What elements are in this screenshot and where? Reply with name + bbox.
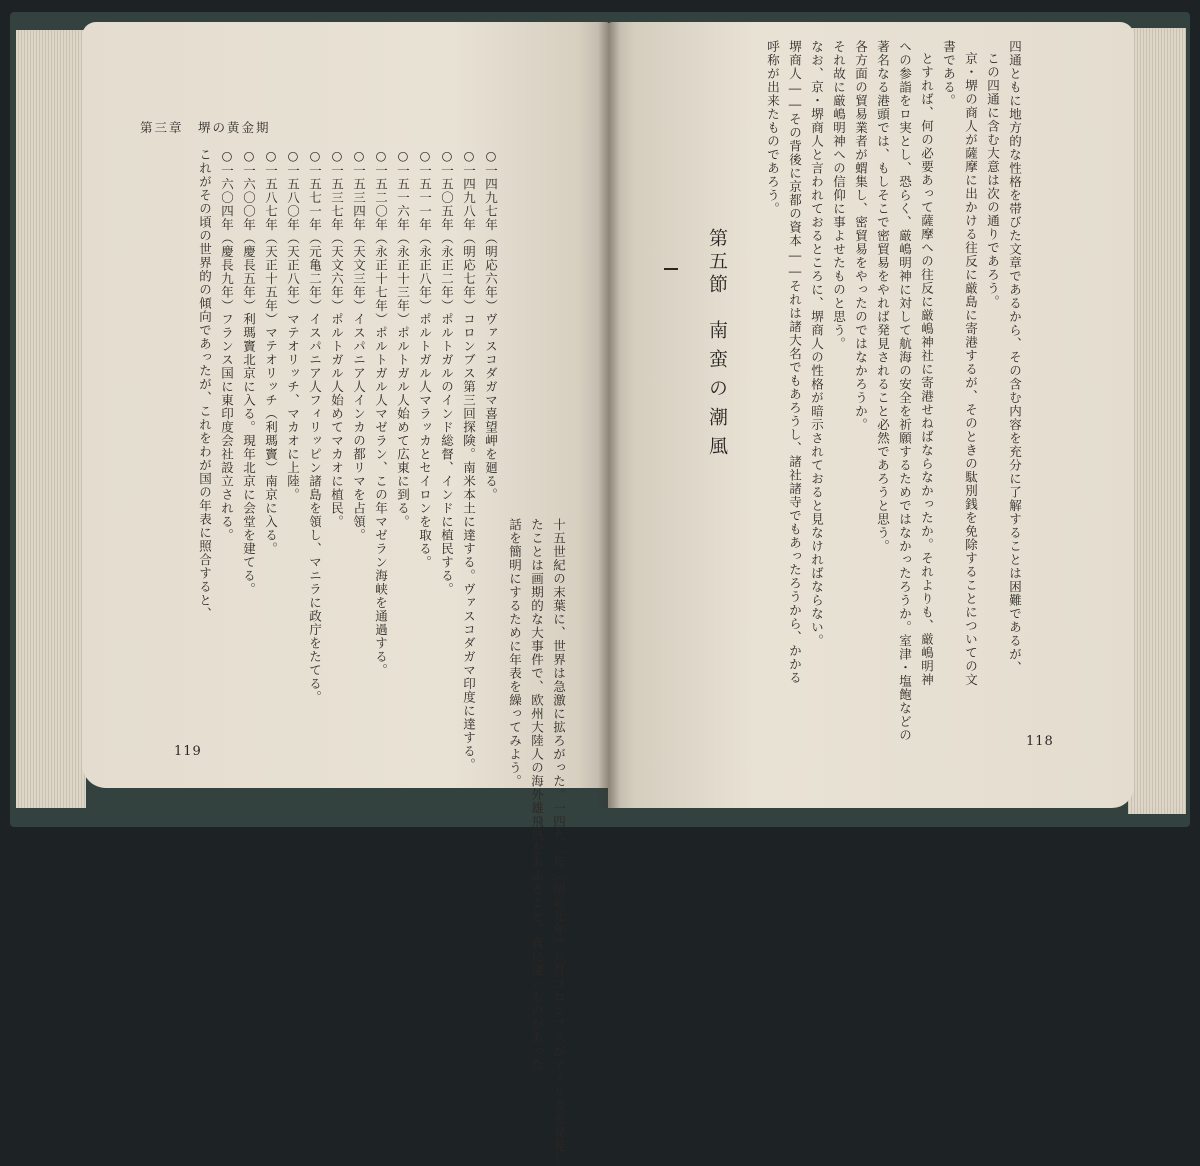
text-column: 各方面の貿易業者が蝟集し、密貿易をやったのではなかろうか。 xyxy=(853,40,869,432)
text-column: なお、京・堺商人と言われておるところに、堺商人の性格が暗示されておると見なければならない。 xyxy=(809,40,825,648)
timeline-entry: ○一五一一年（永正八年）ポルトガル人マラッカとセイロンを取る。 xyxy=(417,148,433,569)
text-column: 著名なる港頭では、もしそこで密貿易をやれば発見されること必然であろうと思う。 xyxy=(875,40,891,553)
text-column: この四通に含む大意は次の通りであろう。 xyxy=(985,52,1001,309)
page-edges-right xyxy=(1128,28,1186,814)
page-number: 119 xyxy=(174,744,202,759)
running-head: 第三章 堺の黄金期 xyxy=(140,120,271,135)
timeline-entry: ○一六〇〇年（慶長五年）利瑪竇北京に入る。現年北京に会堂を建てる。 xyxy=(241,148,257,596)
section-name: 南蛮の潮風 xyxy=(706,320,728,465)
timeline-entry: ○一五八〇年（天正八年）マテオリッチ、マカオに上陸。 xyxy=(285,148,301,502)
timeline-entry: ○一五三四年（天文三年）イスパニア人インカの都リマを占領。 xyxy=(351,148,367,542)
timeline-entry: ○一四九七年（明応六年）ヴァスコダガマ喜望岬を廻る。 xyxy=(483,148,499,502)
timeline-entry: ○一五二〇年（永正十七年）ポルトガル人マゼラン、この年マゼラン海峡を通過する。 xyxy=(373,148,389,677)
text-column: これがその頃の世界的の傾向であったが、これをわが国の年表に照合すると、 xyxy=(197,148,213,621)
timeline-entry: ○一五〇五年（永正二年）ポルトガルのインド総督、インドに植民する。 xyxy=(439,148,455,596)
page-edges-left xyxy=(16,30,86,808)
text-column: 十五世紀の末葉に、世界は急激に拡ろがった。一四九二年（明応元年）八月コロンブスがアメリカを発見し xyxy=(551,518,567,1166)
timeline-entry: ○一五一六年（永正十三年）ポルトガル人始めて広東に到る。 xyxy=(395,148,411,529)
text-column: への参詣をロ実とし、恐らく、厳嶋明神に対して航海の安全を祈願するためではなかったろうか。室津・塩飽などの xyxy=(897,40,913,742)
text-column: それ故に厳嶋明神への信仰に事よせたものと思う。 xyxy=(831,40,847,351)
text-column: 四通ともに地方的な性格を帯びた文章であるから、その含む内容を充分に了解することは困難であるが、 xyxy=(1007,40,1023,675)
book-gutter xyxy=(598,22,620,808)
timeline-entry: ○一六〇四年（慶長九年）フランス国に東印度会社設立される。 xyxy=(219,148,235,542)
timeline-entry: ○一五三七年（天文六年）ポルトガル人始めてマカオに植民。 xyxy=(329,148,345,529)
text-column: 呼称が出来たものであろう。 xyxy=(765,40,781,216)
text-column: 書である。 xyxy=(941,40,957,108)
page-number: 118 xyxy=(1026,734,1054,749)
timeline-entry: ○一五八七年（天正十五年）マテオリッチ（利瑪竇）南京に入る。 xyxy=(263,148,279,556)
timeline-entry: ○一五七一年（元亀二年）イスパニア人フィリッピン諸島を領し、マニラに政庁をたてる。 xyxy=(307,148,323,704)
section-number xyxy=(664,268,678,270)
timeline-entry: ○一四九八年（明応七年）コロンブス第三回探険。南米本土に達する。ヴァスコダガマ印度に達する。 xyxy=(461,148,477,772)
text-column: 話を簡明にするために年表を繰ってみよう。 xyxy=(507,518,523,788)
section-title: 第五節 xyxy=(706,228,728,297)
text-column: 京・堺の商人が薩摩に出かける往反に厳島に寄港するが、そのときの駄別銭を免除することについての文 xyxy=(963,52,979,687)
text-column: たことは画期的な大事件で、欧州大陸人の海外雄飛熱をあふること、真に凄いものがあった。 xyxy=(529,518,545,1085)
right-page xyxy=(608,22,1134,808)
left-page xyxy=(82,22,610,1166)
text-column: 堺商人――その背後に京都の資本――それは諸大名でもあろうし、諸社諸寺でもあったろうから、かかる xyxy=(787,40,803,685)
text-column: とすれば、何の必要あって薩摩への往反に厳嶋神社に寄港せねばならなかったか。それよりも、厳嶋明神 xyxy=(919,52,935,687)
